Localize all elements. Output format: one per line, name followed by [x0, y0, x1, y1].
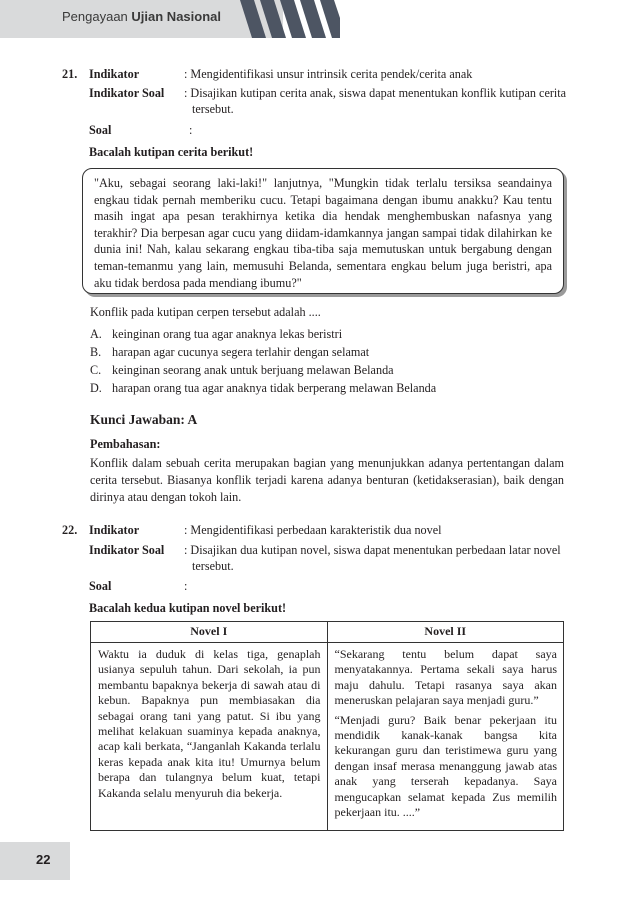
discussion-text: Konflik dalam sebuah cerita merupakan bagian yang menunjukkan adanya pertentangan dalam cerita tersebut. Biasanya konflik terjadi karena adanya benturan (ketidakserasian), baik dengan dirinya atau dengan tokoh lain. — [90, 456, 564, 504]
indikator-value: : Mengidentifikasi perbedaan karakteristik dua novel — [184, 523, 442, 537]
answer-key: Kunci Jawaban: A — [90, 412, 198, 427]
discussion-label: Pembahasan: — [90, 437, 161, 451]
table-header-novel-1: Novel I — [91, 622, 328, 643]
indikator-label: Indikator — [89, 523, 140, 537]
soal-label: Soal — [89, 579, 112, 593]
indikator-soal-label: Indikator Soal — [89, 543, 165, 557]
novel-comparison-table — [90, 621, 564, 831]
quote-text: "Aku, sebagai seorang laki-laki!" lanjutnya, "Mungkin tidak terlalu tersiksa seandainya engkau tidak pernah memberiku cucu. Tetapi bagaimana dengan ibumu anakku? Kau tentu masih ingat apa pesan terakhirnya ketika dia hendak menghembuskan nafasnya yang terakhir? Dia berpesan agar cucu yang diidam-idamkannya jangan sampai tidak dilahirkan ke dunia ini! Nah, kalau sekarang engkau tiba-tiba saja memutuskan untuk bergabung dengan teman-temanmu yang lain, memusuhi Belanda, sementara engkau belum juga beristri, apa aku tidak berdosa pada mendiang ibumu?" — [94, 176, 552, 290]
header-title: Pengayaan Ujian Nasional — [62, 9, 221, 24]
indikator-soal-value: : Disajikan kutipan cerita anak, siswa dapat menentukan konflik kutipan cerita tersebut. — [184, 86, 567, 116]
soal-value: : — [189, 123, 193, 137]
soal-label: Soal — [89, 123, 112, 137]
page-number: 22 — [36, 852, 51, 867]
instruction: Bacalah kutipan cerita berikut! — [89, 145, 254, 159]
soal-value: : — [184, 579, 188, 593]
header-stripes-decoration — [240, 0, 340, 38]
question-text: Konflik pada kutipan cerpen tersebut adalah .... — [90, 305, 321, 319]
novel-2-paragraph-2: “Menjadi guru? Baik benar pekerjaan itu mendidik kanak-kanak bangsa kita kekurangan guru dan teristimewa guru yang dengan insaf merasa menanggung jawab atas anak yang terserah kepadanya. Saya mengucapkan selamat kepada Zus memilih pekerjaan itu. ....” — [334, 712, 557, 820]
question-number: 21. — [62, 67, 78, 81]
novel-1-excerpt: Waktu ia duduk di kelas tiga, genaplah usianya sepuluh tahun. Dari sekolah, ia pun membantu bapaknya bekerja di sawah atau di kebun. Bapaknya pun membiasakan dia sebagai orang tani yang patut. Si ibu yang melihat kelakuan suaminya kepada anaknya, acap kali berkata, “Janganlah Kakanda terlalu keras kepada anak kita itu! Umurnya belum berapa dan tulangnya belum kuat, tetapi Kakanda selalu menyuruh dia bekerja. — [91, 643, 328, 831]
page-number-box — [0, 842, 70, 880]
indikator-label: Indikator — [89, 67, 140, 81]
novel-2-excerpt — [327, 643, 564, 831]
question-number: 22. — [62, 523, 78, 537]
indikator-soal-label: Indikator Soal — [89, 86, 165, 100]
novel-2-paragraph-1: “Sekarang tentu belum dapat saya menyatakannya. Pertama sekali saya harus maju dahulu. Tetapi rasanya saya akan meneruskan pelajaran saya menjadi guru.” — [334, 647, 557, 708]
indikator-soal-value: : Disajikan dua kutipan novel, siswa dapat menentukan perbedaan latar novel tersebut. — [184, 543, 561, 573]
instruction: Bacalah kedua kutipan novel berikut! — [89, 601, 287, 615]
indikator-value: : Mengidentifikasi unsur intrinsik cerita pendek/cerita anak — [184, 67, 473, 81]
table-header-novel-2: Novel II — [327, 622, 564, 643]
quote-box — [82, 168, 564, 294]
